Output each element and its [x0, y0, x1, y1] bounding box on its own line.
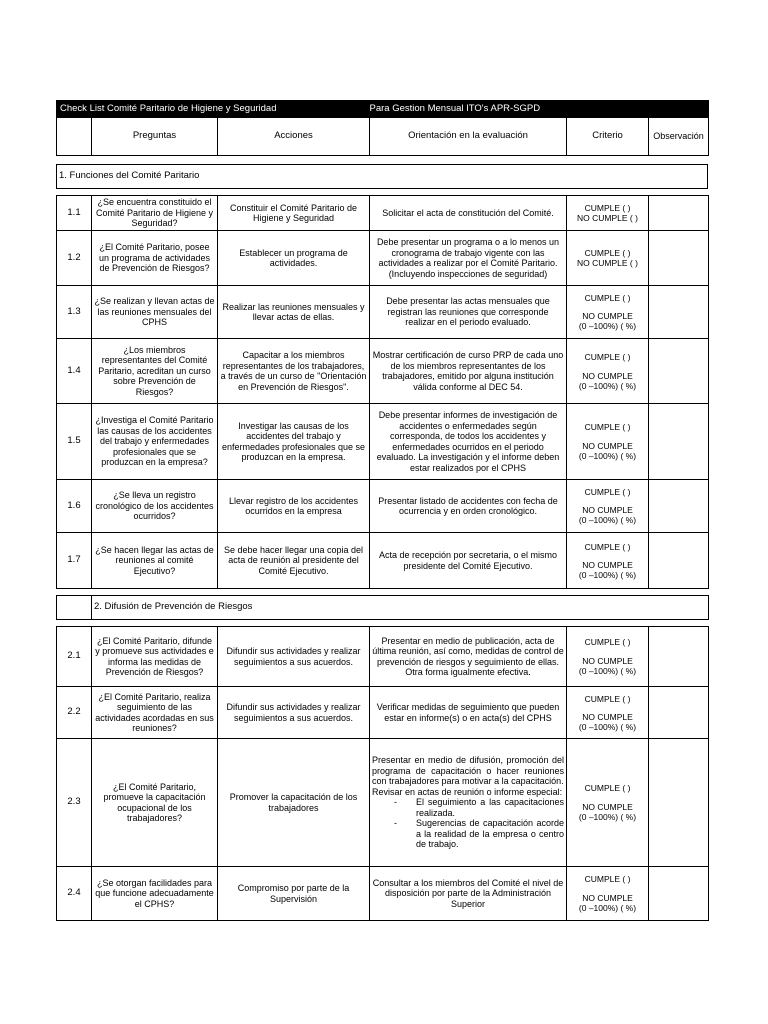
cumple-option[interactable]: CUMPLE ( )	[584, 248, 631, 258]
row-number: 2.4	[57, 867, 92, 921]
document-subtitle: Para Gestion Mensual ITO's APR-SGPD	[370, 101, 709, 118]
action-cell: Promover la capacitación de los trabajadores	[218, 739, 370, 867]
observation-cell[interactable]	[649, 339, 709, 404]
percentage-field[interactable]: (0 –100%) ( %)	[578, 666, 637, 676]
criterion-cell[interactable]	[567, 404, 649, 480]
row-number: 1.4	[57, 339, 92, 404]
column-number-blank	[57, 118, 92, 156]
no-cumple-option[interactable]: NO CUMPLE	[582, 656, 633, 666]
observation-cell[interactable]	[649, 196, 709, 231]
percentage-field[interactable]: (0 –100%) ( %)	[578, 451, 637, 461]
percentage-field[interactable]: (0 –100%) ( %)	[578, 380, 637, 391]
action-cell: Difundir sus actividades y realizar seguimientos a sus acuerdos.	[218, 627, 370, 687]
orientation-paragraph: Revisar en actas de reunión o informe especial:	[372, 786, 563, 797]
question-cell: ¿Investiga el Comité Paritario las causas de los accidentes del trabajo y enfermedades profesionales que se produzcan en la empresa?	[92, 404, 218, 480]
question-cell: ¿Los miembros representantes del Comité Paritario, acreditan un curso sobre Prevención de Riesgos?	[92, 339, 218, 404]
criterion-cell[interactable]	[567, 339, 649, 404]
column-header-orientacion: Orientación en la evaluación	[370, 118, 567, 156]
no-cumple-option[interactable]: NO CUMPLE	[582, 802, 633, 812]
orientation-cell: Presentar en medio de publicación, acta de última reunión, así como, medidas de control de prevención de riesgos y seguimiento de ellas. Otra forma igualmente efectiva.	[370, 627, 567, 687]
observation-cell[interactable]	[649, 533, 709, 589]
observation-cell[interactable]	[649, 480, 709, 533]
row-number: 1.3	[57, 286, 92, 339]
cumple-option[interactable]: CUMPLE ( )	[584, 487, 631, 497]
cumple-option[interactable]: CUMPLE ( )	[584, 783, 631, 793]
action-cell: Se debe hacer llegar una copia del acta de reunión al presidente del Comité Ejecutivo.	[218, 533, 370, 589]
table-row	[57, 339, 709, 404]
criterion-cell[interactable]	[567, 196, 649, 231]
section-2-title-table	[56, 595, 709, 620]
action-cell: Investigar las causas de los accidentes del trabajo y enfermedades profesionales que se produzcan en la empresa.	[218, 404, 370, 480]
percentage-field[interactable]: (0 –100%) ( %)	[578, 515, 637, 525]
row-number: 1.1	[57, 196, 92, 231]
orientation-cell: Presentar listado de accidentes con fecha de ocurrencia y en orden cronológico.	[370, 480, 567, 533]
row-number: 2.2	[57, 687, 92, 739]
criterion-cell[interactable]	[567, 231, 649, 286]
section-2-table	[56, 626, 709, 921]
orientation-cell: Solicitar el acta de constitución del Comité.	[370, 196, 567, 231]
percentage-field[interactable]: (0 –100%) ( %)	[578, 569, 637, 580]
column-header-criterio: Criterio	[567, 118, 649, 156]
table-row	[57, 627, 709, 687]
table-row	[57, 533, 709, 589]
question-cell: ¿El Comité Paritario, difunde y promueve sus actividades e informa las medidas de Prevención de Riesgos?	[92, 627, 218, 687]
cumple-option[interactable]: CUMPLE ( )	[584, 637, 631, 647]
checklist-document	[56, 100, 708, 921]
cumple-option[interactable]: CUMPLE ( )	[584, 293, 631, 303]
row-number: 2.1	[57, 627, 92, 687]
observation-cell[interactable]	[649, 404, 709, 480]
question-cell: ¿El Comité Paritario, realiza seguimiento de las actividades acordadas en sus reuniones?	[92, 687, 218, 739]
column-header-preguntas: Preguntas	[92, 118, 218, 156]
observation-cell[interactable]	[649, 231, 709, 286]
row-number: 1.2	[57, 231, 92, 286]
cumple-option[interactable]: CUMPLE ( )	[584, 541, 631, 552]
percentage-field[interactable]: (0 –100%) ( %)	[578, 721, 637, 732]
table-row	[57, 196, 709, 231]
row-number: 1.6	[57, 480, 92, 533]
action-cell: Difundir sus actividades y realizar seguimientos a sus acuerdos.	[218, 687, 370, 739]
table-row	[57, 687, 709, 739]
column-header-observacion: Observación	[649, 118, 709, 156]
question-cell: ¿Se realizan y llevan actas de las reuniones mensuales del CPHS	[92, 286, 218, 339]
no-cumple-option[interactable]: NO CUMPLE ( )	[577, 258, 638, 268]
criterion-cell[interactable]	[567, 627, 649, 687]
cumple-option[interactable]: CUMPLE ( )	[584, 351, 631, 362]
list-item: - El seguimiento a las capacitaciones realizada.	[386, 797, 564, 818]
row-number: 1.5	[57, 404, 92, 480]
table-row	[57, 739, 709, 867]
section-2-title: 2. Difusión de Prevención de Riesgos	[92, 596, 709, 620]
table-row	[57, 480, 709, 533]
table-row	[57, 286, 709, 339]
observation-cell[interactable]	[649, 627, 709, 687]
criterion-cell[interactable]	[567, 867, 649, 921]
orientation-list	[372, 797, 564, 850]
action-cell: Compromiso por parte de la Supervisión	[218, 867, 370, 921]
section-1-table	[56, 195, 709, 589]
orientation-cell: Debe presentar informes de investigación de accidentes o enfermedades según corresponda, de todos los accidentes y enfermedades ocurridos en el periodo evaluado. La investigación y el informe deben estar realizados por el CPHS	[370, 404, 567, 480]
criterion-cell[interactable]	[567, 739, 649, 867]
no-cumple-option[interactable]: NO CUMPLE	[582, 505, 633, 515]
percentage-field[interactable]: (0 –100%) ( %)	[578, 812, 637, 822]
criterion-cell[interactable]	[567, 286, 649, 339]
orientation-cell: Consultar a los miembros del Comité el nivel de disposición por parte de la Administración Superior	[370, 867, 567, 921]
question-cell: ¿El Comité Paritario, promueve la capacitación ocupacional de los trabajadores?	[92, 739, 218, 867]
orientation-cell: Acta de recepción por secretaria, o el mismo presidente del Comité Ejecutivo.	[370, 533, 567, 589]
row-number: 1.7	[57, 533, 92, 589]
cumple-option[interactable]: CUMPLE ( )	[584, 422, 631, 432]
row-number: 2.3	[57, 739, 92, 867]
no-cumple-option[interactable]: NO CUMPLE ( )	[577, 213, 638, 223]
cumple-option[interactable]: CUMPLE ( )	[584, 203, 631, 213]
action-cell: Establecer un programa de actividades.	[218, 231, 370, 286]
section-2-number-blank	[57, 596, 92, 620]
action-cell: Llevar registro de los accidentes ocurridos en la empresa	[218, 480, 370, 533]
question-cell: ¿Se hacen llegar las actas de reuniones al comité Ejecutivo?	[92, 533, 218, 589]
criterion-cell[interactable]	[567, 480, 649, 533]
table-row	[57, 404, 709, 480]
orientation-cell: Debe presentar un programa o a lo menos un cronograma de trabajo vigente con las actividades a realizar por el Comité Paritario.(Incluyendo inspecciones de seguridad)	[370, 231, 567, 286]
table-row	[57, 867, 709, 921]
action-cell: Capacitar a los miembros representantes de los trabajadores, a través de un curso de "Orientación en Prevención de Riesgos".	[218, 339, 370, 404]
observation-cell[interactable]	[649, 286, 709, 339]
section-1-title-table	[56, 164, 708, 189]
observation-cell[interactable]	[649, 687, 709, 739]
question-cell: ¿Se encuentra constituido el Comité Paritario de Higiene y Seguridad?	[92, 196, 218, 231]
no-cumple-option[interactable]: NO CUMPLE	[582, 370, 633, 381]
question-cell: ¿Se otorgan facilidades para que funcione adecuadamente el CPHS?	[92, 867, 218, 921]
action-cell: Constituir el Comité Paritario de Higiene y Seguridad	[218, 196, 370, 231]
list-item: - Sugerencias de capacitación acorde a la realidad de la empresa o centro de trabajo.	[386, 818, 564, 850]
no-cumple-option[interactable]: NO CUMPLE	[582, 441, 633, 451]
no-cumple-option[interactable]: NO CUMPLE	[582, 559, 633, 570]
table-row	[57, 231, 709, 286]
cumple-option[interactable]: CUMPLE ( )	[584, 693, 631, 704]
header-table	[56, 100, 709, 156]
observation-cell[interactable]	[649, 739, 709, 867]
orientation-cell: Verificar medidas de seguimiento que pueden estar en informe(s) o en acta(s) del CPHS	[370, 687, 567, 739]
criterion-cell[interactable]	[567, 687, 649, 739]
document-title: Check List Comité Paritario de Higiene y Seguridad	[57, 101, 370, 118]
no-cumple-option[interactable]: NO CUMPLE	[582, 711, 633, 722]
percentage-field[interactable]: (0 –100%) ( %)	[578, 903, 637, 913]
question-cell: ¿El Comité Paritario, posee un programa de actividades de Prevención de Riesgos?	[92, 231, 218, 286]
no-cumple-option[interactable]: NO CUMPLE	[582, 311, 633, 321]
orientation-cell	[370, 739, 567, 867]
criterion-cell[interactable]	[567, 533, 649, 589]
orientation-paragraph: Presentar en medio de difusión, promoción del programa de capacitación o hacer reuniones con trabajadores para motivar a la capacitación.	[372, 755, 564, 787]
orientation-cell: Mostrar certificación de curso PRP de cada uno de los miembros representantes de los trabajadores, emitido por alguna institución válida conforme al DEC 54.	[370, 339, 567, 404]
column-header-acciones: Acciones	[218, 118, 370, 156]
section-1-title: 1. Funciones del Comité Paritario	[57, 165, 708, 189]
orientation-cell: Debe presentar las actas mensuales que registran las reuniones que corresponde realizar en el periodo evaluado.	[370, 286, 567, 339]
percentage-field[interactable]: (0 –100%) ( %)	[578, 321, 637, 331]
observation-cell[interactable]	[649, 867, 709, 921]
cumple-option[interactable]: CUMPLE ( )	[584, 874, 631, 884]
question-cell: ¿Se lleva un registro cronológico de los accidentes ocurridos?	[92, 480, 218, 533]
no-cumple-option[interactable]: NO CUMPLE	[582, 893, 633, 903]
action-cell: Realizar las reuniones mensuales y llevar actas de ellas.	[218, 286, 370, 339]
